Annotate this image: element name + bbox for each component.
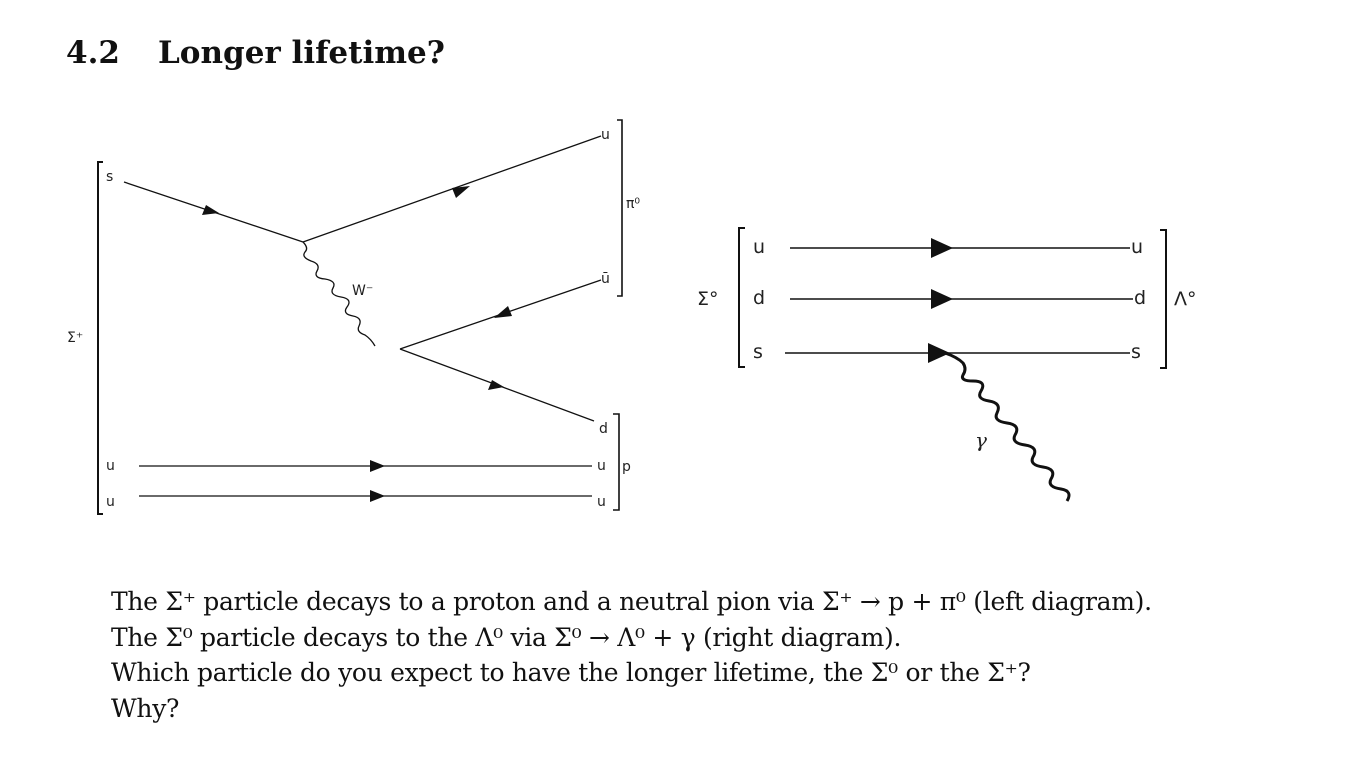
- label-ubar-out: ū: [601, 271, 610, 287]
- photon-wavy: [945, 353, 1069, 501]
- label-right-u-in: u: [753, 236, 766, 258]
- proton-bracket: [613, 414, 619, 510]
- left-diagram: [98, 120, 622, 514]
- label-u-in-2: u: [106, 494, 115, 510]
- right-diagram: [739, 228, 1166, 501]
- label-u-in-1: u: [106, 458, 115, 474]
- sigma-plus-bracket: [98, 162, 103, 514]
- question-line-3: Which particle do you expect to have the longer lifetime, the Σ⁰ or the Σ⁺?: [111, 658, 1031, 687]
- label-right-s-out: s: [1131, 341, 1141, 363]
- u-quark-out-line: [303, 136, 601, 242]
- label-right-d-out: d: [1134, 287, 1147, 309]
- arrow-right-s: [928, 343, 950, 363]
- question-line-1: The Σ⁺ particle decays to a proton and a neutral pion via Σ⁺ → p + π⁰ (left diagram).: [111, 587, 1152, 616]
- label-right-d-in: d: [753, 287, 766, 309]
- label-u-out: u: [601, 127, 610, 143]
- pion-bracket: [617, 120, 622, 296]
- arrow-u-quark-out: [452, 186, 470, 198]
- question-line-4: Why?: [111, 693, 180, 723]
- label-right-s-in: s: [753, 341, 763, 363]
- label-pion: π⁰: [626, 196, 641, 212]
- label-sigma-plus: Σ⁺: [67, 330, 84, 346]
- section-number: 4.2: [66, 35, 120, 71]
- question-text: [111, 584, 1351, 726]
- sigma-zero-bracket: [739, 228, 745, 367]
- arrow-right-u: [931, 238, 953, 258]
- label-photon: γ: [975, 428, 987, 452]
- arrow-u-spectator-1: [370, 460, 385, 472]
- label-right-u-out: u: [1131, 236, 1144, 258]
- question-line-2: The Σ⁰ particle decays to the Λ⁰ via Σ⁰ → Λ⁰ + γ (right diagram).: [111, 622, 902, 652]
- label-proton: p: [622, 459, 631, 475]
- label-lambda: Λ°: [1174, 288, 1197, 310]
- arrow-ubar-quark: [494, 306, 512, 318]
- label-s-in: s: [106, 169, 114, 185]
- label-u-out-2: u: [597, 494, 606, 510]
- arrow-right-d: [931, 289, 953, 309]
- label-u-out-1: u: [597, 458, 606, 474]
- lambda-bracket: [1160, 230, 1166, 368]
- arrow-d-quark: [488, 380, 504, 390]
- arrow-u-spectator-2: [370, 490, 385, 502]
- label-d-out: d: [599, 421, 608, 437]
- section-title: Longer lifetime?: [158, 35, 445, 71]
- label-sigma-zero: Σ°: [697, 288, 719, 310]
- label-w-boson: W⁻: [352, 283, 374, 299]
